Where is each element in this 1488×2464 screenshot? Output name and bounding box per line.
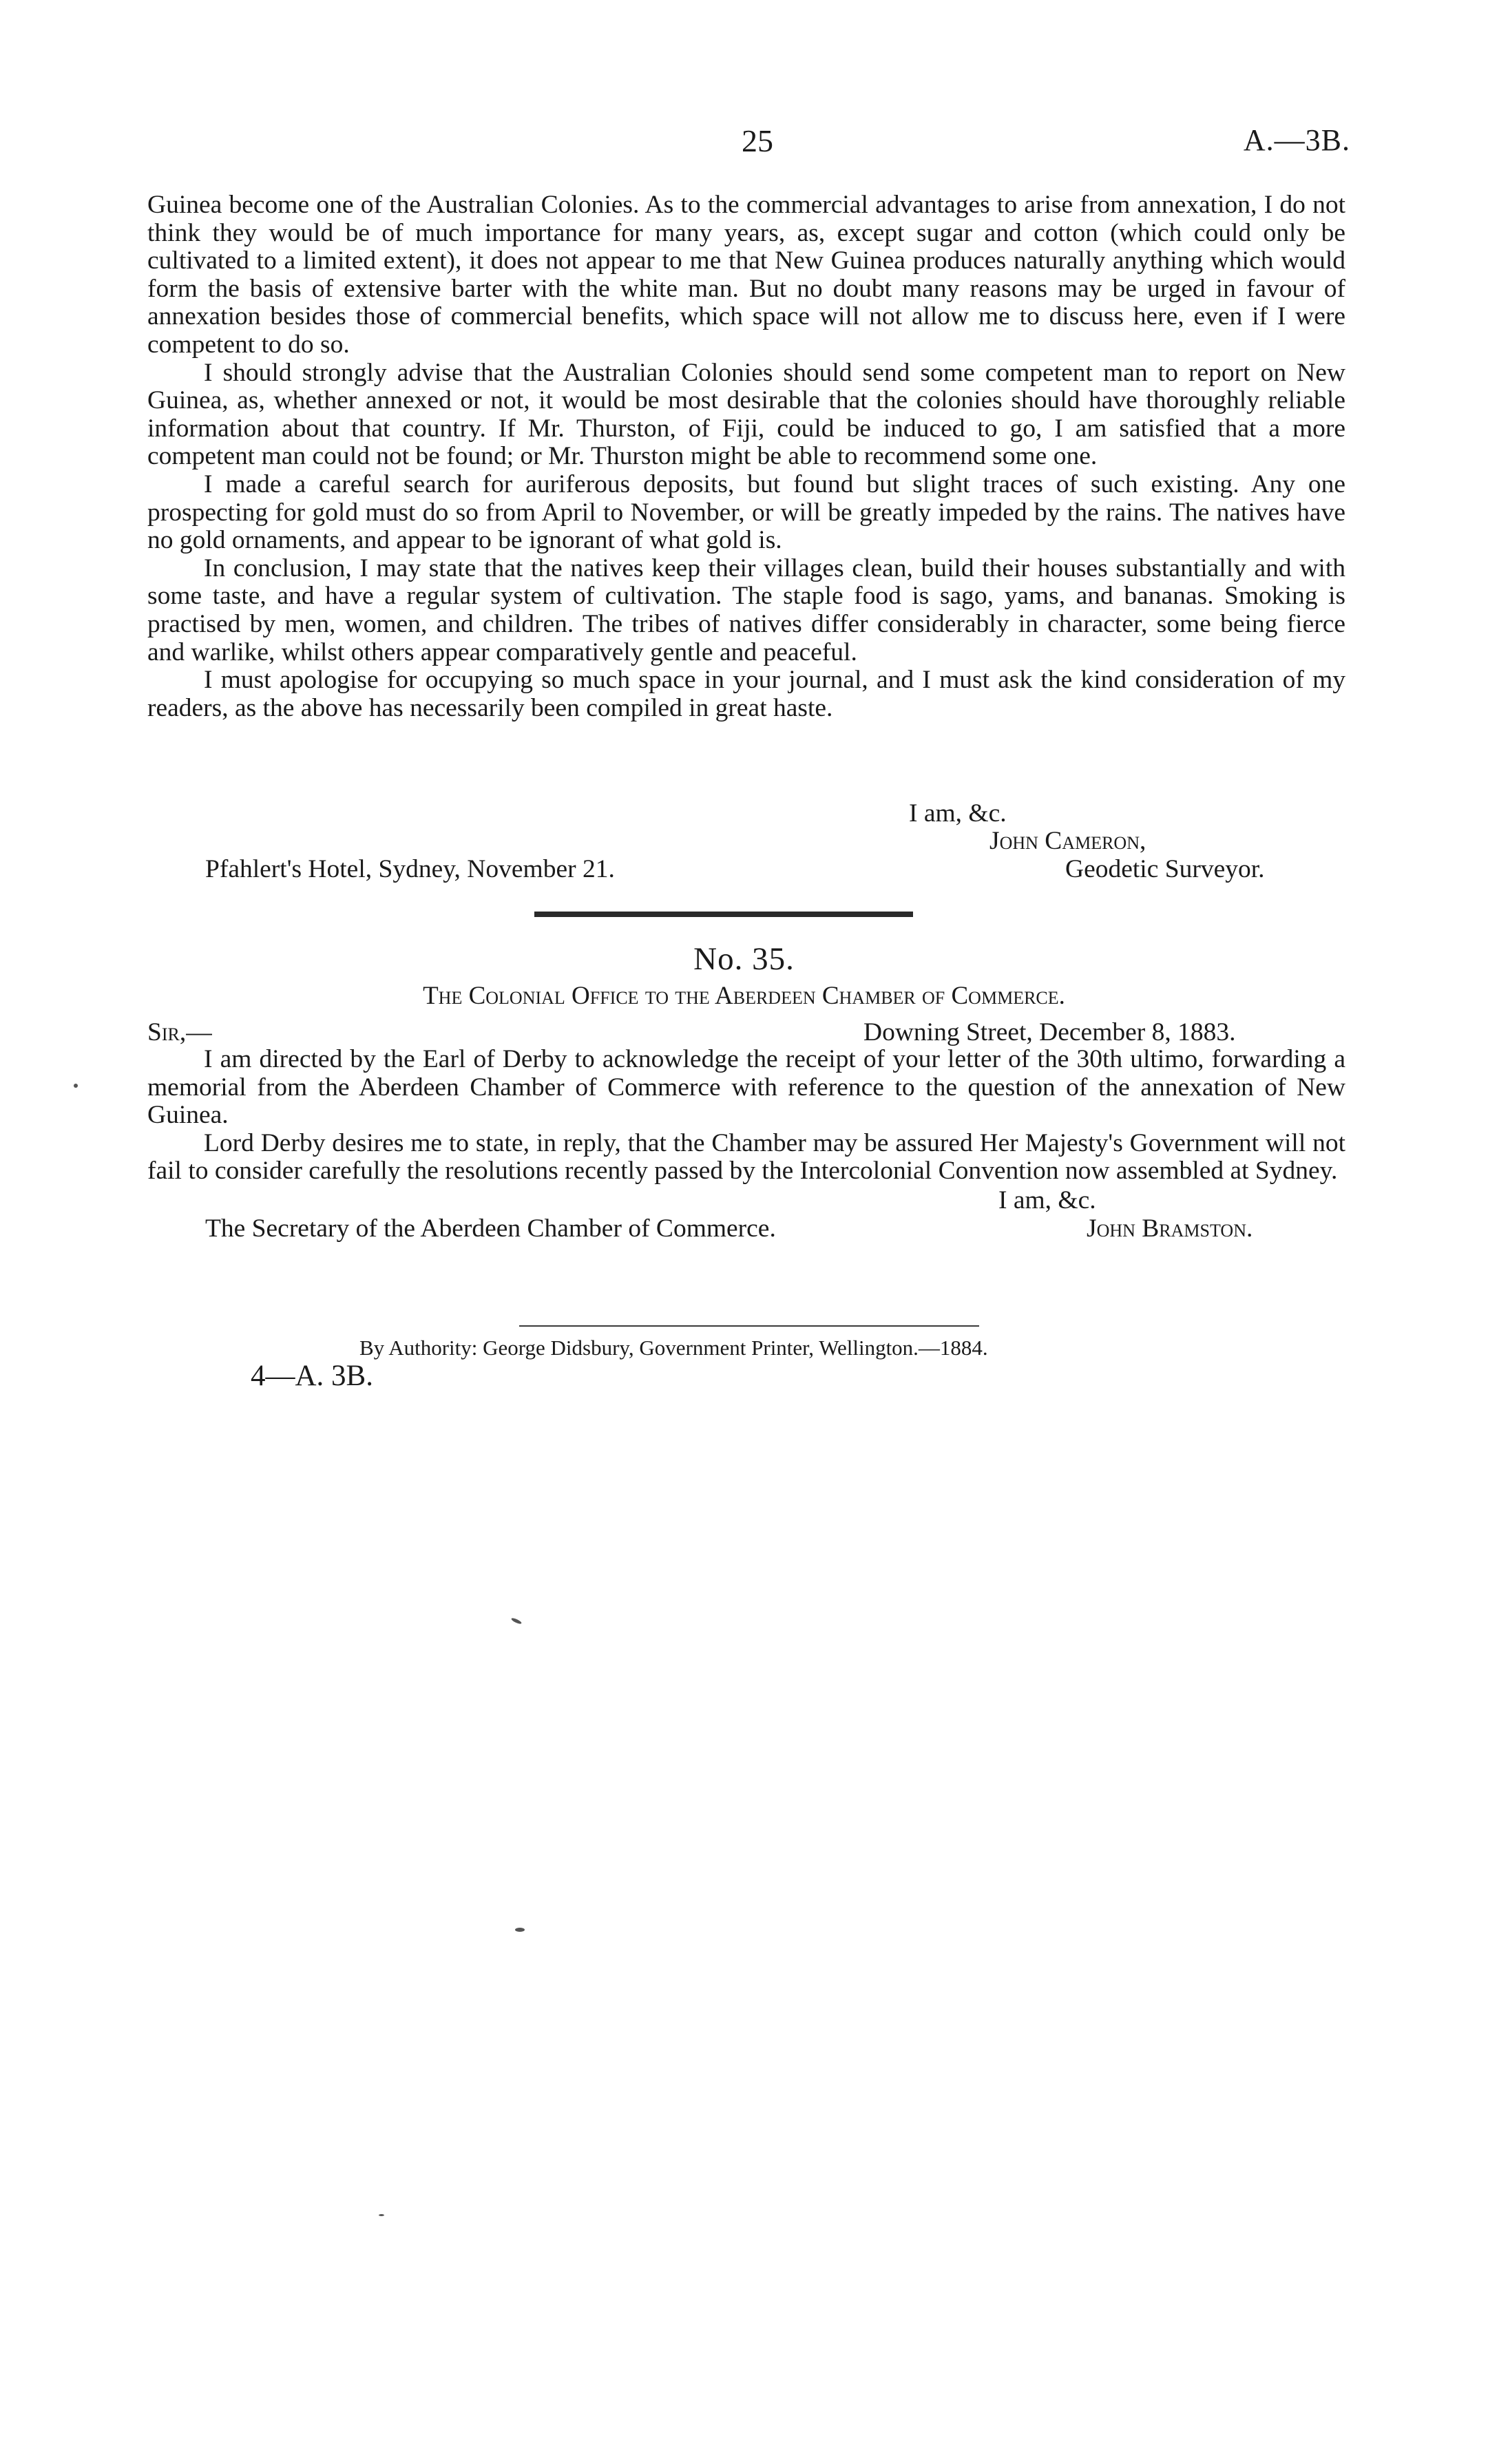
letter-34-signatory: John Cameron, (989, 827, 1146, 855)
letter-34-body (147, 191, 1345, 722)
letter-34-paragraph-5: I must apologise for occupying so much space in your journal, and I must ask the kind consideration of my readers, as the above has necessarily been compiled in great haste. (147, 666, 1345, 722)
letter-35-recipient: The Secretary of the Aberdeen Chamber of Commerce. (205, 1214, 776, 1243)
letter-35-number: No. 35. (693, 941, 795, 977)
letter-34-paragraph-2: I should strongly advise that the Australian Colonies should send some competent man to report on New Guinea, as, whether annexed or not, it would be most desirable that the colonies should have thoroughly reliable information about that country. If Mr. Thurston, of Fiji, could be induced to go, I am satisfied that a more competent man could not be found; or Mr. Thurston might be able to recommend some one. (147, 358, 1345, 471)
letter-35-paragraph-2: Lord Derby desires me to state, in reply, that the Chamber may be assured Her Majesty's Government will not fail to consider carefully the resolutions recently passed by the Intercolonial Convention now assembled at Sydney. (147, 1128, 1345, 1186)
scan-speck (379, 2214, 384, 2216)
page-number: 25 (742, 123, 773, 158)
letter-34-paragraph-4: In conclusion, I may state that the natives keep their villages clean, build their houses substantially and with some taste, and have a regular system of cultivation. The staple food is sago, yams, and bananas. Smoking is practised by men, women, and children. The tribes of natives differ considerably in character, some being fierce and warlike, whilst others appear comparatively gentle and peaceful. (147, 554, 1345, 666)
scan-speck (74, 1084, 78, 1088)
letter-34-paragraph-1: Guinea become one of the Australian Colonies. As to the commercial advantages to arise from annexation, I do not think they would be of much importance for many years, as, except sugar and cotton (which could only be cultivated to a limited extent), it does not appear to me that New Guinea produces naturally anything which would form the basis of extensive barter with the white man. But no doubt many reasons may be urged in favour of annexation besides those of commercial benefits, which space will not allow me to discuss here, even if I were competent to do so. (147, 191, 1345, 359)
scan-speck (511, 1617, 523, 1625)
letter-35-address-date: Downing Street, December 8, 1883. (863, 1018, 1236, 1046)
letter-34-place-date: Pfahlert's Hotel, Sydney, November 21. (205, 855, 615, 883)
letter-35-body (147, 1046, 1345, 1186)
letter-34-closing: I am, &c. (909, 799, 1007, 828)
document-reference: A.—3B. (1243, 123, 1350, 157)
printer-imprint: By Authority: George Didsbury, Government Printer, Wellington.—1884. (359, 1336, 988, 1360)
scan-speck (515, 1928, 525, 1932)
letter-35-salutation: Sir,— (147, 1018, 212, 1046)
letter-35-signatory: John Bramston. (1087, 1214, 1253, 1243)
section-divider (534, 912, 913, 917)
letter-34-signatory-title: Geodetic Surveyor. (1065, 855, 1265, 883)
letter-35-closing: I am, &c. (998, 1186, 1096, 1214)
signature-reference: 4—A. 3B. (251, 1360, 373, 1392)
letter-34-paragraph-3: I made a careful search for auriferous deposits, but found but slight traces of such existing. Any one prospecting for gold must do so from April to November, or will be greatly impeded by the rains. The natives have no gold ornaments, and appear to be ignorant of what gold is. (147, 470, 1345, 555)
letter-35-heading: The Colonial Office to the Aberdeen Chamber of Commerce. (423, 982, 1065, 1010)
letter-35-paragraph-1: I am directed by the Earl of Derby to acknowledge the receipt of your letter of the 30th ultimo, forwarding a memorial from the Aberdeen Chamber of Commerce with reference to the question of the annexation of New Guinea. (147, 1045, 1345, 1130)
imprint-divider (519, 1325, 979, 1327)
